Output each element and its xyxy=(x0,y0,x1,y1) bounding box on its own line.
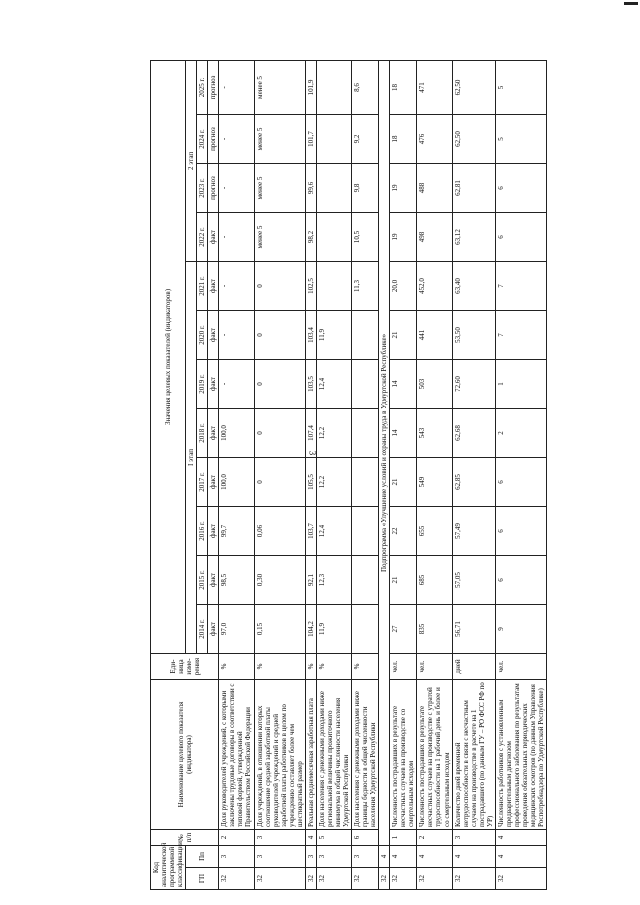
header-year: 2024 г. xyxy=(197,115,208,164)
table-row xyxy=(495,60,546,889)
cell-value: 6 xyxy=(495,507,546,556)
header-pp: Пп xyxy=(186,846,219,868)
cell-value: 62,68 xyxy=(452,409,495,458)
cell-value: 11,3 xyxy=(352,262,379,311)
cell-num: 4 xyxy=(305,830,316,846)
cell-value: 101,7 xyxy=(305,115,316,164)
header-kind: прогноз xyxy=(208,60,219,114)
cell-value: - xyxy=(219,360,254,409)
header-year: 2014 г. xyxy=(197,605,208,654)
cell-value: 18 xyxy=(390,115,417,164)
cell-value: 98,5 xyxy=(219,556,254,605)
header-kind: факт xyxy=(208,556,219,605)
cell-value: 107,4 xyxy=(305,409,316,458)
header-unit: Еди- ница изме- рения xyxy=(151,654,219,680)
cell-name: Реальная среднемесячная заработная плата xyxy=(305,680,316,830)
cell-value: 98,2 xyxy=(305,213,316,262)
table-row xyxy=(352,60,379,889)
cell-value: 476 xyxy=(417,115,452,164)
cell-gp: 32 xyxy=(417,868,452,890)
cell-pp: 4 xyxy=(390,846,417,868)
cell-value: 441 xyxy=(417,311,452,360)
cell-value: - xyxy=(219,311,254,360)
cell-gp: 32 xyxy=(495,868,546,890)
cell-value: 503 xyxy=(417,360,452,409)
cell-num: 3 xyxy=(254,830,305,846)
cell-value xyxy=(352,311,379,360)
cell-value: менее 5 xyxy=(254,164,305,213)
cell-value: 57,49 xyxy=(452,507,495,556)
cell-value: 12,2 xyxy=(316,409,351,458)
cell-value: менее 5 xyxy=(254,115,305,164)
cell-value: 543 xyxy=(417,409,452,458)
cell-unit: % xyxy=(316,654,351,680)
cell-value: 62,50 xyxy=(452,115,495,164)
cell-num: 2 xyxy=(417,830,452,846)
cell-pp: 3 xyxy=(305,846,316,868)
cell-value: 18 xyxy=(390,60,417,114)
table-row xyxy=(417,60,452,889)
cell-value: 103,5 xyxy=(305,360,316,409)
header-year: 2025 г. xyxy=(197,60,208,114)
cell-value: - xyxy=(219,213,254,262)
header-year: 2019 г. xyxy=(197,360,208,409)
header-kind: факт xyxy=(208,458,219,507)
cell-name: Численность пострадавших в результате несчастных случаев на производстве с утратой трудоспособности на 1 рабочий день и более и со смертельным исходом xyxy=(417,680,452,830)
header-year: 2016 г. xyxy=(197,507,208,556)
cell-value: 9 xyxy=(495,605,546,654)
cell-value: 10,5 xyxy=(352,213,379,262)
cell-value: - xyxy=(219,262,254,311)
header-kind: факт xyxy=(208,360,219,409)
cell-value: 14 xyxy=(390,409,417,458)
cell-value: - xyxy=(219,115,254,164)
table-row xyxy=(305,60,316,889)
cell-value xyxy=(352,409,379,458)
cell-value: 21 xyxy=(390,311,417,360)
cell-value: 72,60 xyxy=(452,360,495,409)
header-gp: ГП xyxy=(186,868,219,890)
cell-value: 97,0 xyxy=(219,605,254,654)
cell-value: 62,81 xyxy=(452,164,495,213)
cell-value: 11,9 xyxy=(316,311,351,360)
cell-value xyxy=(352,458,379,507)
cell-gp: 32 xyxy=(305,868,316,890)
cell-unit: чел. xyxy=(390,654,417,680)
cell-unit: % xyxy=(254,654,305,680)
table-row xyxy=(316,60,351,889)
cell-value: 685 xyxy=(417,556,452,605)
cell-value: 103,4 xyxy=(305,311,316,360)
cell-value: 7 xyxy=(495,262,546,311)
cell-value: 100,0 xyxy=(219,458,254,507)
cell-num: 6 xyxy=(352,830,379,846)
cell-value: 62,50 xyxy=(452,60,495,114)
cell-value: 0 xyxy=(254,262,305,311)
cell-value: 100,0 xyxy=(219,409,254,458)
cell-value: 62,85 xyxy=(452,458,495,507)
cell-value xyxy=(352,360,379,409)
cell-name: Доля руководителей учреждений, с которыми заключены трудовые договоры в соответствии с типовой формой, утвержденной Правительством Российской Федерации xyxy=(219,680,254,830)
cell-value: 12,3 xyxy=(316,556,351,605)
cell-value: 12,4 xyxy=(316,507,351,556)
cell-value: 22 xyxy=(390,507,417,556)
cell-value: 14 xyxy=(390,360,417,409)
header-kind: факт xyxy=(208,262,219,311)
cell-num: 5 xyxy=(316,830,351,846)
cell-unit: % xyxy=(219,654,254,680)
cell-value: 498 xyxy=(417,213,452,262)
cell-value: 835 xyxy=(417,605,452,654)
cell-value: 0,30 xyxy=(254,556,305,605)
cell-value: 5 xyxy=(495,60,546,114)
indicator-table-sheet xyxy=(150,60,600,890)
cell-gp: 32 xyxy=(352,868,379,890)
header-kind: прогноз xyxy=(208,164,219,213)
cell-value: 7 xyxy=(495,311,546,360)
cell-gp: 32 xyxy=(452,868,495,890)
cell-value xyxy=(352,556,379,605)
header-year: 2023 г. xyxy=(197,164,208,213)
cell-value: 0 xyxy=(254,360,305,409)
cell-pp: 3 xyxy=(316,846,351,868)
cell-value: менее 5 xyxy=(254,213,305,262)
subprogram-title: Подпрограмма «Улучшение условий и охраны труда в Удмуртской Республике» xyxy=(379,60,390,845)
cell-pp: 3 xyxy=(352,846,379,868)
cell-value: 8,6 xyxy=(352,60,379,114)
cell-gp: 32 xyxy=(254,868,305,890)
header-stage1: I этап xyxy=(186,262,197,654)
header-kind: факт xyxy=(208,605,219,654)
cell-value: 57,05 xyxy=(452,556,495,605)
cell-value: 488 xyxy=(417,164,452,213)
cell-value: 12,4 xyxy=(316,360,351,409)
cell-value: 104,2 xyxy=(305,605,316,654)
cell-pp: 3 xyxy=(219,846,254,868)
cell-value: 2 xyxy=(495,409,546,458)
cell-value: 56,71 xyxy=(452,605,495,654)
header-num: № п/п xyxy=(151,830,219,846)
cell-value: 53,50 xyxy=(452,311,495,360)
header-year: 2021 г. xyxy=(197,262,208,311)
cell-value: 19 xyxy=(390,213,417,262)
header-year: 2015 г. xyxy=(197,556,208,605)
cell-value: 21 xyxy=(390,458,417,507)
cell-value xyxy=(316,262,351,311)
cell-unit: % xyxy=(305,654,316,680)
cell-value: 101,9 xyxy=(305,60,316,114)
cell-name: Доля учреждений, в отношении которых соотношение средней заработной платы руководителей учреждений и средней заработной платы работников в целом по учреждению составляет более чем шестикратный размер xyxy=(254,680,305,830)
table-row xyxy=(219,60,254,889)
cell-gp: 32 xyxy=(316,868,351,890)
table-row xyxy=(254,60,305,889)
cell-value xyxy=(352,507,379,556)
header-year: 2022 г. xyxy=(197,213,208,262)
subprogram-row xyxy=(379,60,390,889)
cell-unit: % xyxy=(352,654,379,680)
header-kind: факт xyxy=(208,409,219,458)
cell-value xyxy=(316,60,351,114)
header-kind: прогноз xyxy=(208,115,219,164)
header-year: 2020 г. xyxy=(197,311,208,360)
header-code-group: Код аналитической программной классификации xyxy=(151,846,186,890)
cell-name: Доля населения с денежными доходами ниже региональной величины прожиточного минимума в общей численности населения Удмуртской Республики xyxy=(316,680,351,830)
cell-value: 1 xyxy=(495,360,546,409)
cell-value: 452,0 xyxy=(417,262,452,311)
cell-name: Численность работников с установленным предварительным диагнозом профессионального заболевания по результатам проведения обязательных периодических медицинских осмотров (по данным Управления Роспотребнадзора по Удмуртской Республике) xyxy=(495,680,546,830)
cell-value: 0,15 xyxy=(254,605,305,654)
cell-value: 6 xyxy=(495,458,546,507)
cell-value: 99,6 xyxy=(305,164,316,213)
cell-num: 1 xyxy=(390,830,417,846)
header-kind: факт xyxy=(208,311,219,360)
table-row xyxy=(452,60,495,889)
cell-value: 549 xyxy=(417,458,452,507)
page-corner-mark xyxy=(624,2,638,5)
cell-value: 63,40 xyxy=(452,262,495,311)
cell-name: Численность пострадавших в результате несчастных случаев на производстве со смертельным исходом xyxy=(390,680,417,830)
cell-pp: 4 xyxy=(495,846,546,868)
cell-gp: 32 xyxy=(219,868,254,890)
table-row xyxy=(390,60,417,889)
cell-pp: 4 xyxy=(379,846,390,868)
cell-value: 6 xyxy=(495,164,546,213)
cell-num: 3 xyxy=(452,830,495,846)
cell-value xyxy=(352,605,379,654)
cell-value: 655 xyxy=(417,507,452,556)
indicators-table xyxy=(150,60,547,890)
header-year: 2017 г. xyxy=(197,458,208,507)
cell-value: 63,12 xyxy=(452,213,495,262)
cell-value: 105,5 xyxy=(305,458,316,507)
cell-num: 2 xyxy=(219,830,254,846)
cell-value: 0 xyxy=(254,311,305,360)
cell-value: - xyxy=(219,60,254,114)
cell-unit: чел. xyxy=(495,654,546,680)
cell-value: 6 xyxy=(495,213,546,262)
cell-value: 20,0 xyxy=(390,262,417,311)
cell-gp: 32 xyxy=(379,868,390,890)
header-name: Наименование целевого показателя (индикатора) xyxy=(151,680,219,830)
header-year: 2018 г. xyxy=(197,409,208,458)
cell-value: 9,2 xyxy=(352,115,379,164)
cell-value: 11,9 xyxy=(316,605,351,654)
cell-value: 103,7 xyxy=(305,507,316,556)
cell-pp: 3 xyxy=(254,846,305,868)
cell-value: 19 xyxy=(390,164,417,213)
cell-name: Количество дней временной нетрудоспособности в связи с несчастным случаем на производстве в расчете на 1 пострадавшего (по данным ГУ – РО ФСС РФ по УР) xyxy=(452,680,495,830)
cell-value xyxy=(316,115,351,164)
cell-value: 27 xyxy=(390,605,417,654)
header-stage2: 2 этап xyxy=(186,60,197,261)
cell-value: менее 5 xyxy=(254,60,305,114)
cell-value: 471 xyxy=(417,60,452,114)
cell-value xyxy=(316,213,351,262)
cell-value: 6 xyxy=(495,556,546,605)
cell-value: 0 xyxy=(254,409,305,458)
cell-value: - xyxy=(219,164,254,213)
cell-value: 99,7 xyxy=(219,507,254,556)
cell-value: 0 xyxy=(254,458,305,507)
header-values: Значения целевых показателей (индикаторов) xyxy=(151,60,186,653)
cell-value: 102,5 xyxy=(305,262,316,311)
cell-value: 5 xyxy=(495,115,546,164)
cell-value: 9,8 xyxy=(352,164,379,213)
cell-pp: 4 xyxy=(452,846,495,868)
cell-value: 21 xyxy=(390,556,417,605)
cell-value: 12,2 xyxy=(316,458,351,507)
cell-gp: 32 xyxy=(390,868,417,890)
cell-value xyxy=(316,164,351,213)
cell-value: 92,1 xyxy=(305,556,316,605)
header-kind: факт xyxy=(208,213,219,262)
cell-unit: чел. xyxy=(417,654,452,680)
cell-name: Доля населения с денежными доходами ниже границы бедности в общей численности населения Удмуртской Республики xyxy=(352,680,379,830)
cell-num: 4 xyxy=(495,830,546,846)
page-number: 3 xyxy=(307,450,318,456)
header-kind: факт xyxy=(208,507,219,556)
cell-unit: дней xyxy=(452,654,495,680)
cell-value: 0,06 xyxy=(254,507,305,556)
cell-pp: 4 xyxy=(417,846,452,868)
